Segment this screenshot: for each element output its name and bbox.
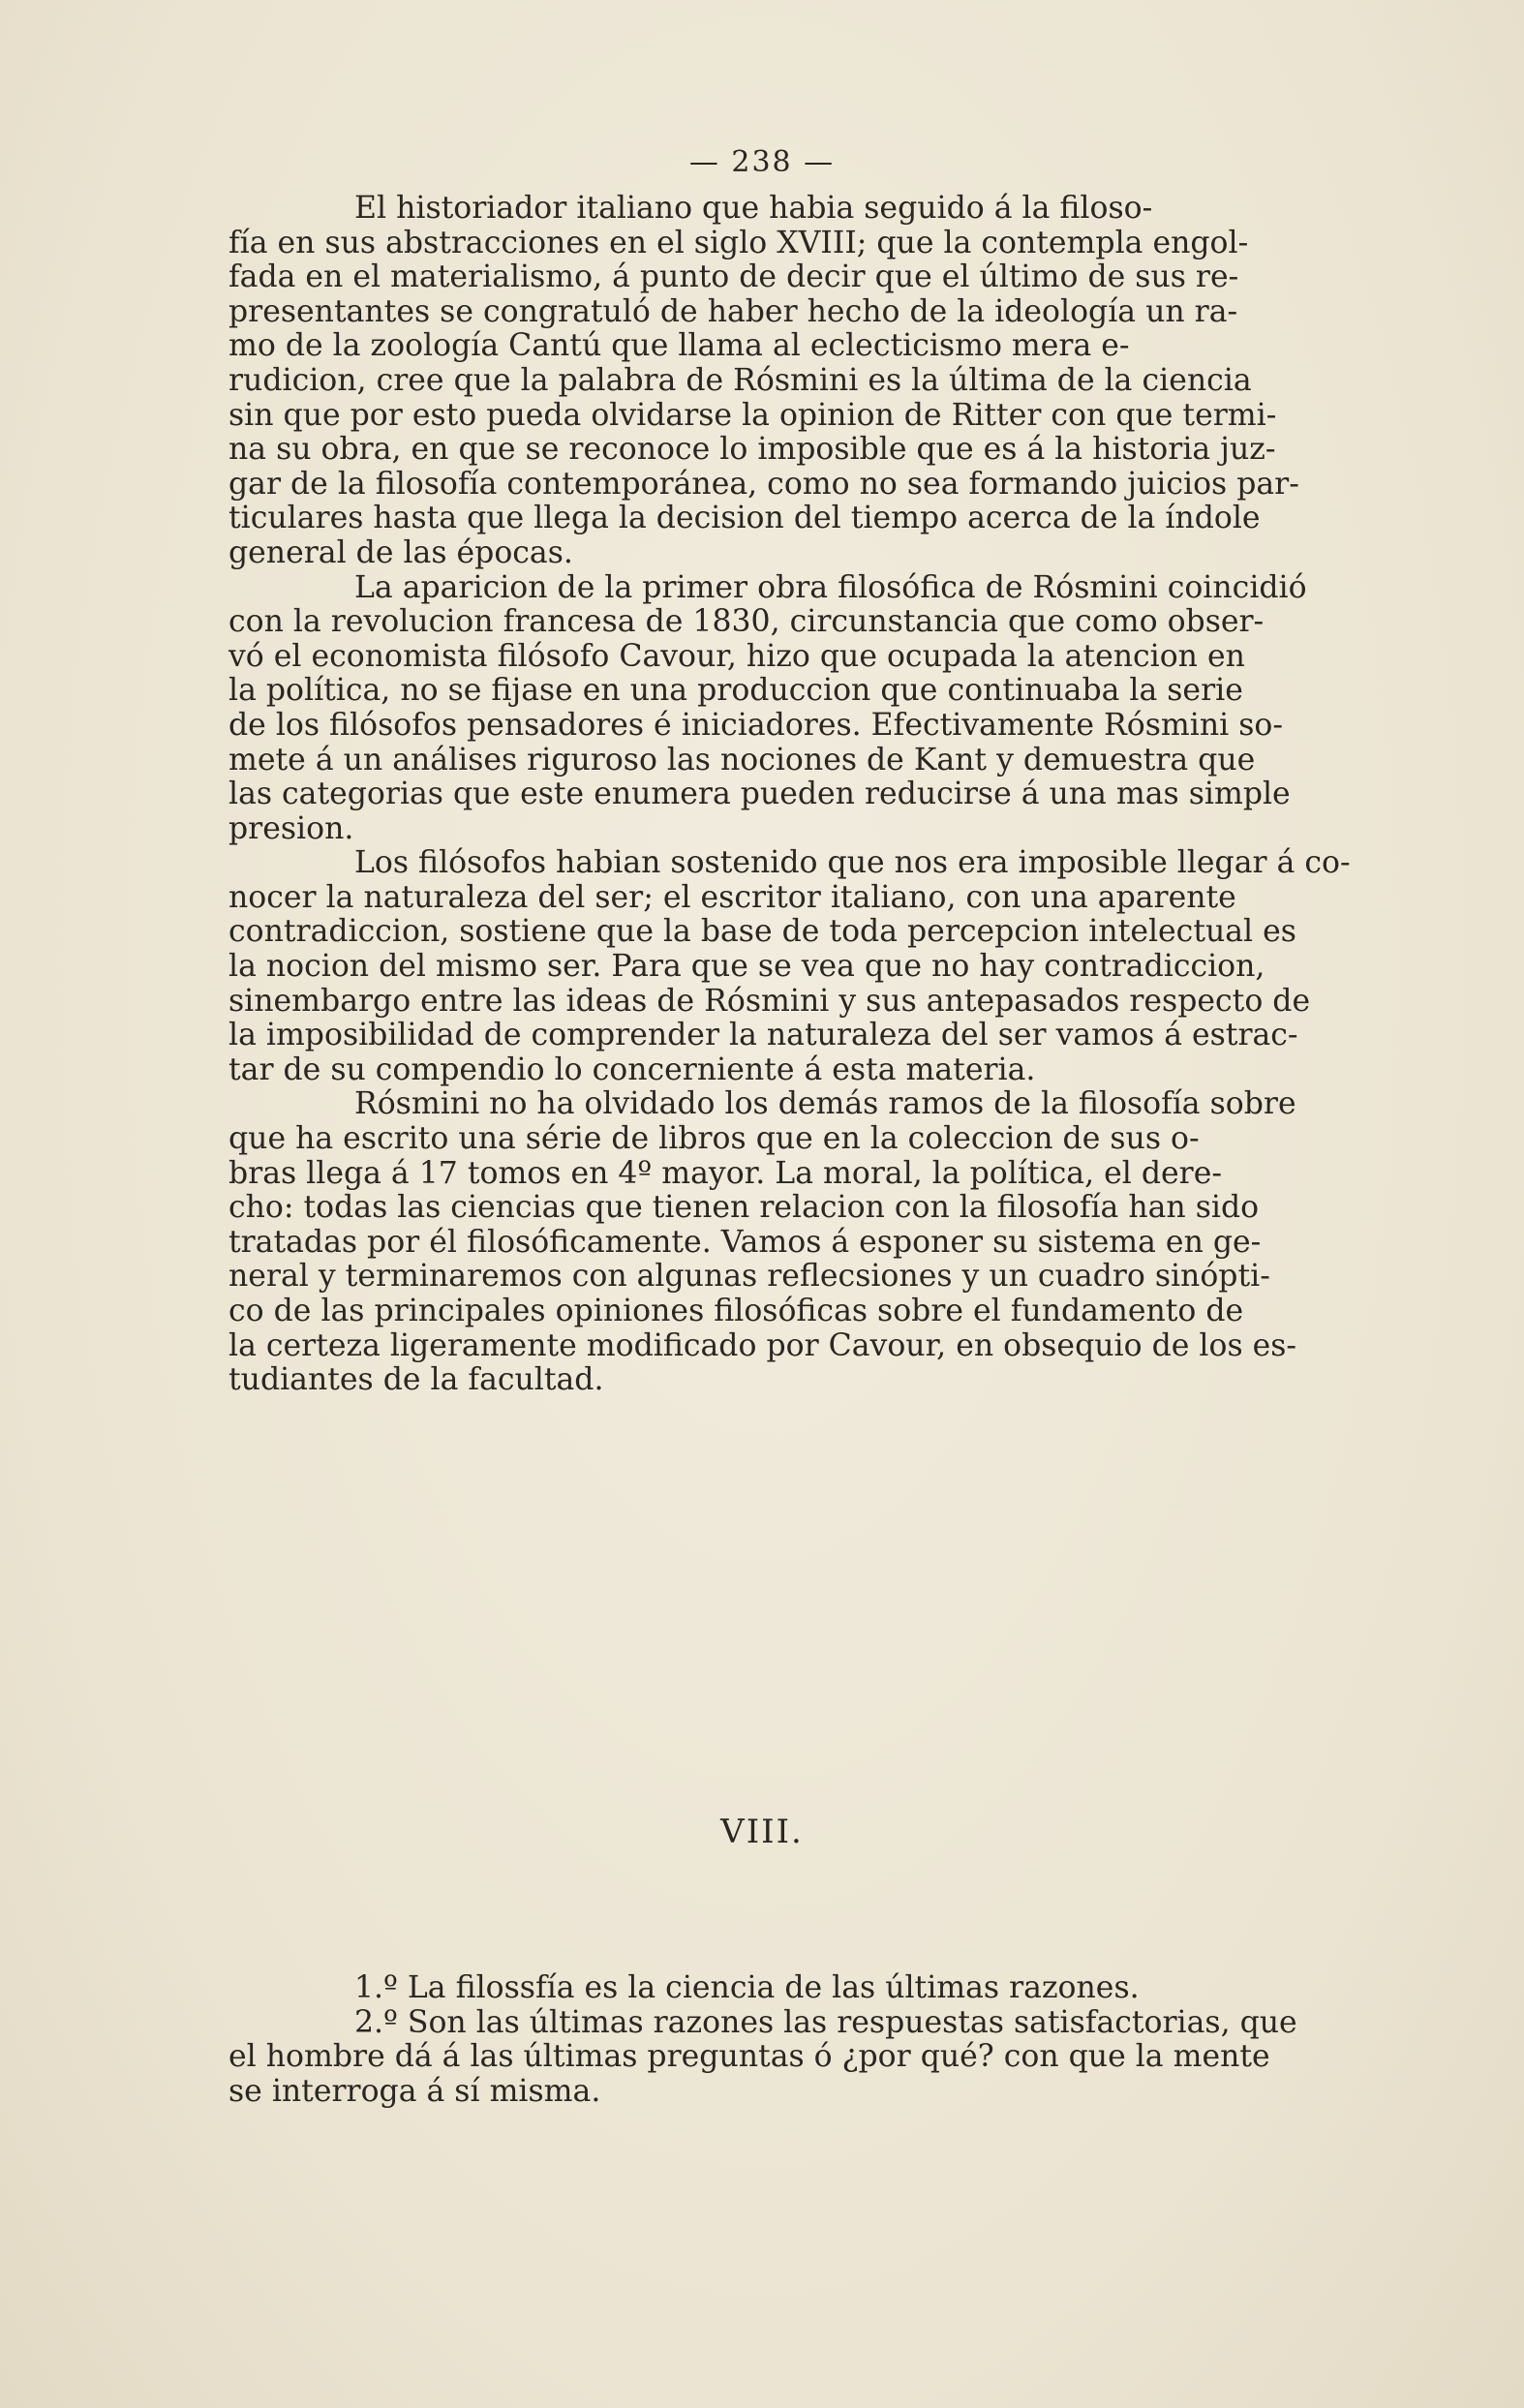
paragraph: La aparicion de la primer obra filosófica de Rósmini coincidió con la revolucion francesa de 1830, circunstancia que como obser- vó el economista filósofo Cavour, hizo que ocupada la atencion en la política, no se fijase en una produccion que continuaba la serie de los filósofos pensadores é iniciadores. Efectivamente Rósmini so- mete á un análises riguroso las nociones de Kant y demuestra que las categorias que este enumera pueden reducirse á una mas simple presion. — [229, 569, 1307, 846]
paragraph: Los filósofos habian sostenido que nos era imposible llegar á co- nocer la naturaleza del ser; el escritor italiano, con una aparente contradiccion, sostiene que la base de toda percepcion intelectual es la nocion del mismo ser. Para que se vea que no hay contradiccion, sinembargo entre las ideas de Rósmini y sus antepasados respecto de la imposibilidad de comprender la naturaleza del ser vamos á estrac- tar de su compendio lo concerniente á esta materia. — [229, 845, 1351, 1087]
section-heading: VIII. — [720, 1813, 804, 1851]
numbered-list — [229, 1971, 1447, 2109]
page-number: — 238 — — [688, 145, 836, 179]
body-text — [229, 192, 1447, 1398]
list-item: 1.º La filossfía es la ciencia de las últimas razones. — [354, 1970, 1140, 2005]
paragraph: El historiador italiano que habia seguido á la filoso- fía en sus abstracciones en el siglo XVIII; que la contempla engol- fada en el materialismo, á punto de decir que el último de sus re- presentantes se congratuló de haber hecho de la ideología un ra- mo de la zoología Cantú que llama al eclecticismo mera e- rudicion, cree que la palabra de Rósmini es la última de la ciencia sin que por esto pueda olvidarse la opinion de Ritter con que termi- na su obra, en que se reconoce lo imposible que es á la historia juz- gar de la filosofía contemporánea, como no sea formando juicios par- ticulares hasta que llega la decision del tiempo acerca de la índole general de las épocas. — [229, 191, 1299, 570]
paragraph: Rósmini no ha olvidado los demás ramos de la filosofía sobre que ha escrito una série de libros que en la coleccion de sus o- bras llega á 17 tomos en 4º mayor. La moral, la política, el dere- cho: todas las ciencias que tienen relacion con la filosofía han sido tratadas por él filosóficamente. Vamos á esponer su sistema en ge- neral y terminaremos con algunas reflecsiones y un cuadro sinópti- co de las principales opiniones filosóficas sobre el fundamento de la certeza ligeramente modificado por Cavour, en obsequio de los es- tudiantes de la facultad. — [229, 1086, 1297, 1398]
list-item: 2.º Son las últimas razones las respuestas satisfactorias, que el hombre dá á las últimas preguntas ó ¿por qué? con que la mente se interroga á sí misma. — [229, 2004, 1297, 2109]
